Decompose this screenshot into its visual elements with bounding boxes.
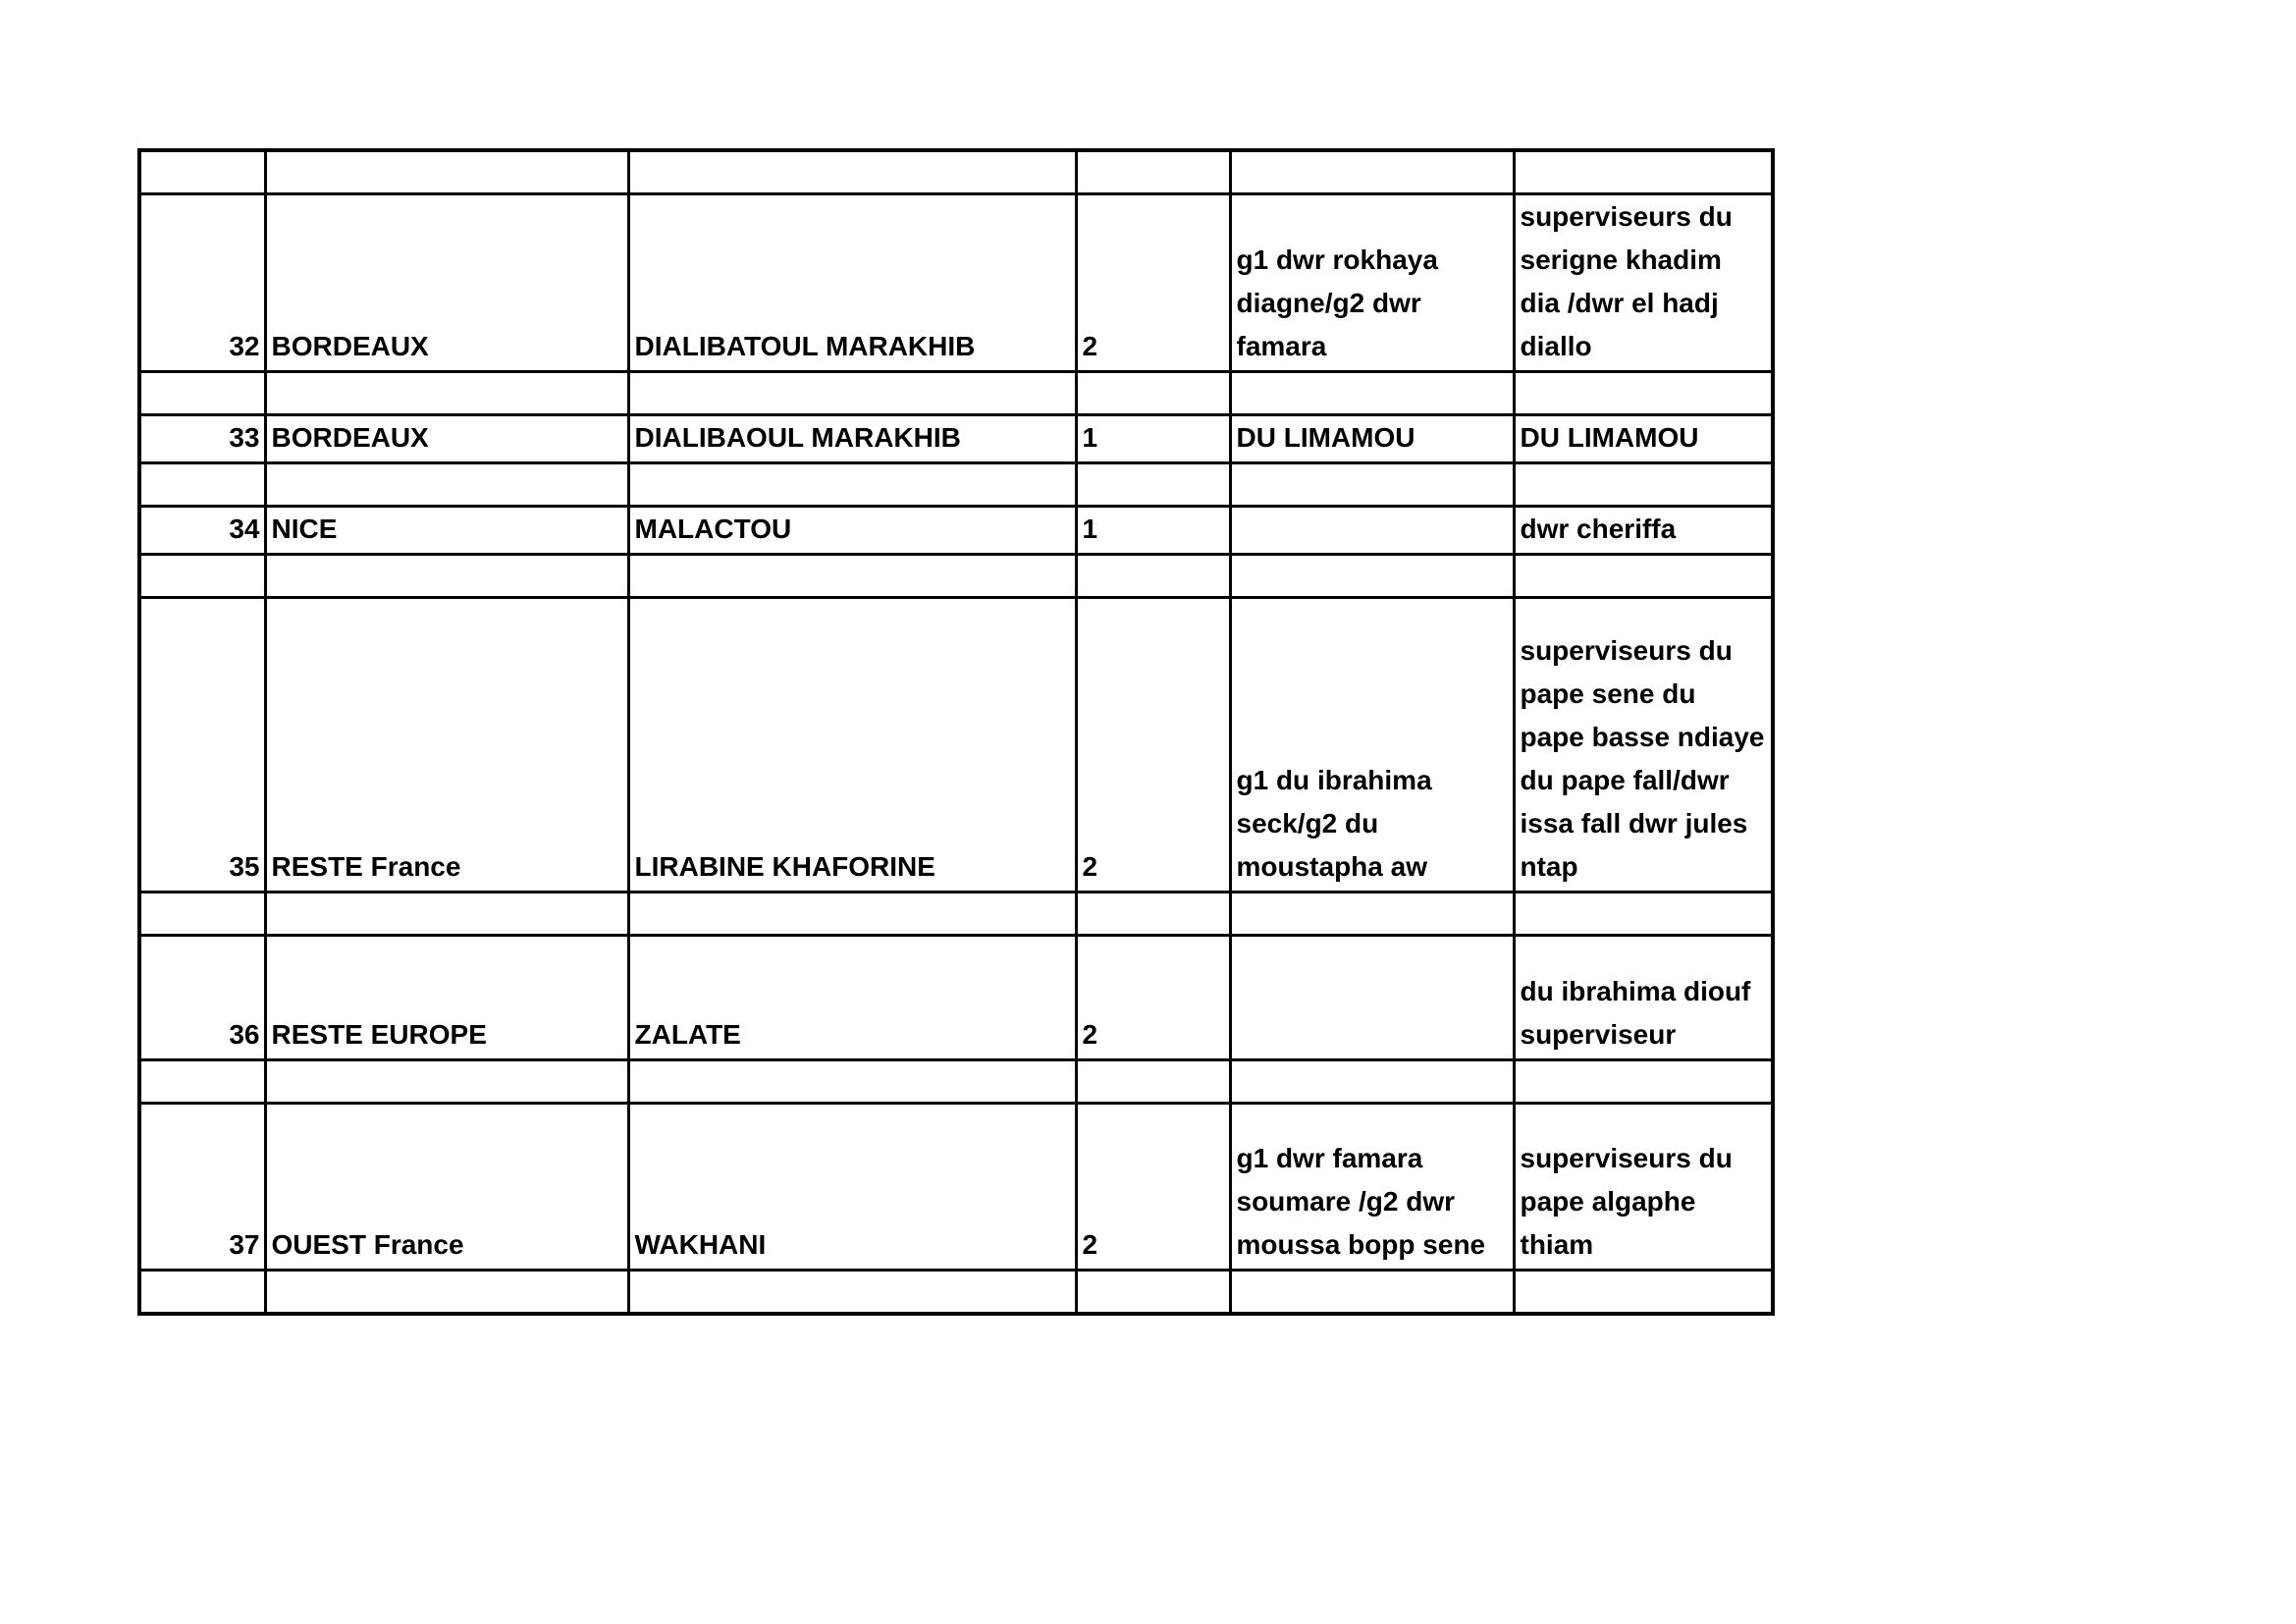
groups-cell: DU LIMAMOU bbox=[1230, 415, 1514, 463]
region-cell: OUEST France bbox=[265, 1104, 628, 1271]
count-cell: 1 bbox=[1076, 507, 1230, 555]
empty-row bbox=[139, 555, 1773, 598]
name-cell: ZALATE bbox=[628, 936, 1076, 1060]
name-cell: LIRABINE KHAFORINE bbox=[628, 598, 1076, 893]
name-cell: MALACTOU bbox=[628, 507, 1076, 555]
region-cell: RESTE France bbox=[265, 598, 628, 893]
empty-row bbox=[139, 893, 1773, 936]
table-row bbox=[139, 936, 1773, 1060]
row-number: 33 bbox=[139, 415, 265, 463]
supervisors-cell: superviseurs du pape algaphe thiam bbox=[1514, 1104, 1773, 1271]
table-row bbox=[139, 415, 1773, 463]
row-number: 37 bbox=[139, 1104, 265, 1271]
name-cell: WAKHANI bbox=[628, 1104, 1076, 1271]
supervisors-cell: DU LIMAMOU bbox=[1514, 415, 1773, 463]
groups-cell: g1 dwr rokhaya diagne/g2 dwr famara bbox=[1230, 194, 1514, 372]
region-cell: BORDEAUX bbox=[265, 194, 628, 372]
groups-cell bbox=[1230, 507, 1514, 555]
table-row bbox=[139, 598, 1773, 893]
count-cell: 2 bbox=[1076, 598, 1230, 893]
empty-row bbox=[139, 150, 1773, 194]
table-row bbox=[139, 507, 1773, 555]
groups-cell bbox=[1230, 936, 1514, 1060]
count-cell: 1 bbox=[1076, 415, 1230, 463]
groups-cell: g1 dwr famara soumare /g2 dwr moussa bopp sene bbox=[1230, 1104, 1514, 1271]
supervisors-cell: du ibrahima diouf superviseur bbox=[1514, 936, 1773, 1060]
row-number: 32 bbox=[139, 194, 265, 372]
row-number: 34 bbox=[139, 507, 265, 555]
table-row bbox=[139, 1104, 1773, 1271]
row-number: 36 bbox=[139, 936, 265, 1060]
count-cell: 2 bbox=[1076, 936, 1230, 1060]
supervisors-cell: superviseurs du serigne khadim dia /dwr el hadj diallo bbox=[1514, 194, 1773, 372]
region-cell: NICE bbox=[265, 507, 628, 555]
name-cell: DIALIBATOUL MARAKHIB bbox=[628, 194, 1076, 372]
empty-row bbox=[139, 372, 1773, 415]
groups-cell: g1 du ibrahima seck/g2 du moustapha aw bbox=[1230, 598, 1514, 893]
empty-row bbox=[139, 463, 1773, 507]
empty-row bbox=[139, 1060, 1773, 1104]
name-cell: DIALIBAOUL MARAKHIB bbox=[628, 415, 1076, 463]
supervisors-cell: dwr cheriffa bbox=[1514, 507, 1773, 555]
supervisors-cell: superviseurs du pape sene du pape basse ndiaye du pape fall/dwr issa fall dwr jules ntap bbox=[1514, 598, 1773, 893]
count-cell: 2 bbox=[1076, 1104, 1230, 1271]
count-cell: 2 bbox=[1076, 194, 1230, 372]
table-row bbox=[139, 194, 1773, 372]
region-cell: BORDEAUX bbox=[265, 415, 628, 463]
empty-row bbox=[139, 1271, 1773, 1315]
region-cell: RESTE EUROPE bbox=[265, 936, 628, 1060]
row-number: 35 bbox=[139, 598, 265, 893]
spreadsheet-table bbox=[137, 148, 1775, 1316]
